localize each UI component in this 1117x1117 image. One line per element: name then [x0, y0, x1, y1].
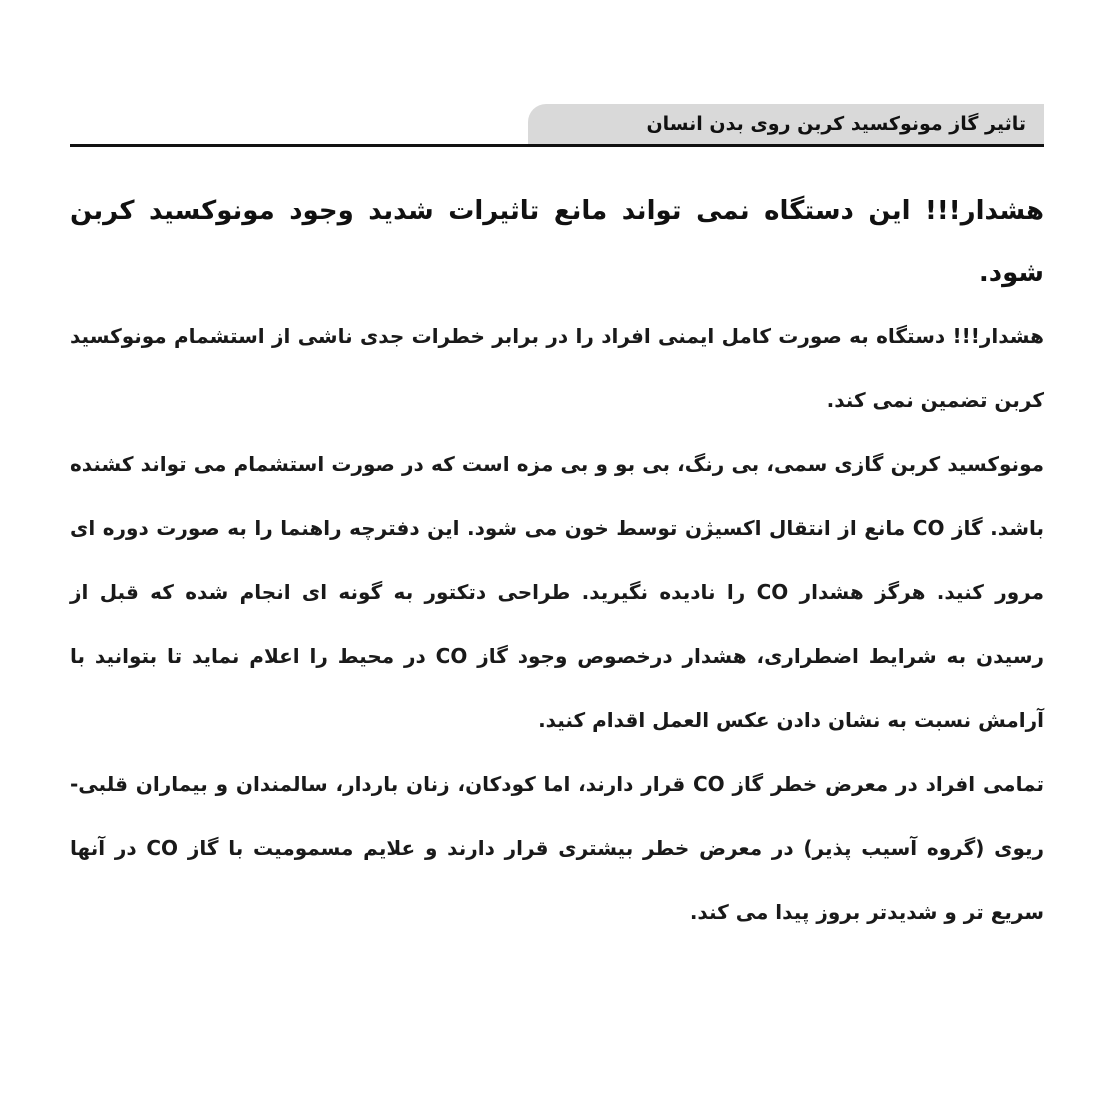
warning-paragraph: هشدار!!! دستگاه به صورت کامل ایمنی افراد را در برابر خطرات جدی ناشی از استشمام مونوکسید کربن تضمین نمی کند. [70, 324, 1044, 412]
co-description-paragraph: مونوکسید کربن گازی سمی، بی رنگ، بی بو و بی مزه است که در صورت استشمام می تواند کشنده باشد. گاز CO مانع از انتقال اکسیژن توسط خون می شود. این دفترچه راهنما را به صورت دوره ای مرور کنید. هرگز هشدار CO را نادیده نگیرید. طراحی دتکتور به گونه ای انجام شده که قبل از رسیدن به شرایط اضطراری، هشدار درخصوص وجود گاز CO در محیط را اعلام نماید تا بتوانید با آرامش نسبت به نشان دادن عکس العمل اقدام کنید. [70, 452, 1045, 732]
risk-groups-paragraph: تمامی افراد در معرض خطر گاز CO قرار دارند، اما کودکان، زنان باردار، سالمندان و بیماران قلبی-ریوی (گروه آسیب پذیر) در معرض خطر بیشتری قرار دارند و علایم مسمومیت با گاز CO در آنها سریع تر و شدیدتر بروز پیدا می کند. [70, 772, 1045, 924]
section-header-tab [528, 104, 1044, 144]
section-title: تاثیر گاز مونوکسید کربن روی بدن انسان [646, 113, 1026, 135]
warning-headline: هشدار!!! این دستگاه نمی تواند مانع تاثیرات شدید وجود مونوکسید کربن شود. [70, 196, 1044, 288]
document-body [70, 180, 1044, 944]
header-divider [70, 144, 1044, 147]
